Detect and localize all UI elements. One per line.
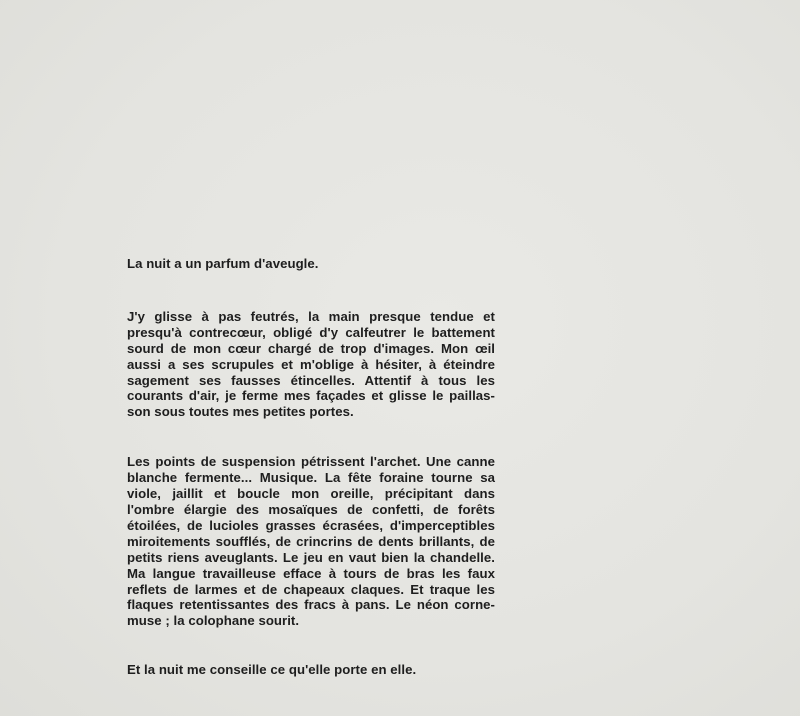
poem-paragraph-2 — [127, 454, 495, 629]
text-line: courants d'air, je ferme mes façades et glisse le paillas- — [127, 388, 495, 404]
text-line: aussi a ses scrupules et m'oblige à hésiter, à éteindre — [127, 356, 495, 372]
text-line: sagement ses fausses étincelles. Attentif à tous les — [127, 372, 495, 388]
text-line: Et la nuit me conseille ce qu'elle porte en elle. — [127, 662, 417, 678]
text-line: La nuit a un parfum d'aveugle. — [127, 256, 319, 271]
text-line: reflets de larmes et de chapeaux claques. Et traque les — [127, 581, 495, 597]
text-line: J'y glisse à pas feutrés, la main presque tendue et — [127, 308, 495, 324]
text-line: l'ombre élargie des mosaïques de confetti, de forêts — [127, 501, 495, 517]
text-line: son sous toutes mes petites portes. — [127, 404, 354, 420]
text-line: étoilées, de lucioles grasses écrasées, d'imperceptibles — [127, 517, 495, 533]
text-line: petits riens aveuglants. Le jeu en vaut bien la chandelle. — [127, 549, 495, 565]
text-line: Ma langue travailleuse efface à tours de bras les faux — [127, 565, 495, 581]
text-line: sourd de mon cœur chargé de trop d'images. Mon œil — [127, 340, 495, 356]
text-line: viole, jaillit et boucle mon oreille, précipitant dans — [127, 486, 495, 502]
poem-text — [127, 256, 495, 694]
text-line: blanche fermente... Musique. La fête foraine tourne sa — [127, 470, 495, 486]
text-line: presqu'à contrecœur, obligé d'y calfeutrer le battement — [127, 324, 495, 340]
text-line: Les points de suspension pétrissent l'archet. Une canne — [127, 454, 495, 470]
poem-paragraph-1 — [127, 309, 495, 420]
poem-opening-line — [127, 256, 495, 272]
text-line: muse ; la colophane sourit. — [127, 613, 300, 629]
text-line: flaques retentissantes des fracs à pans. Le néon corne- — [127, 597, 495, 613]
poem-closing-line — [127, 662, 495, 678]
text-line: miroitements soufflés, de crincrins de dents brillants, de — [127, 533, 495, 549]
